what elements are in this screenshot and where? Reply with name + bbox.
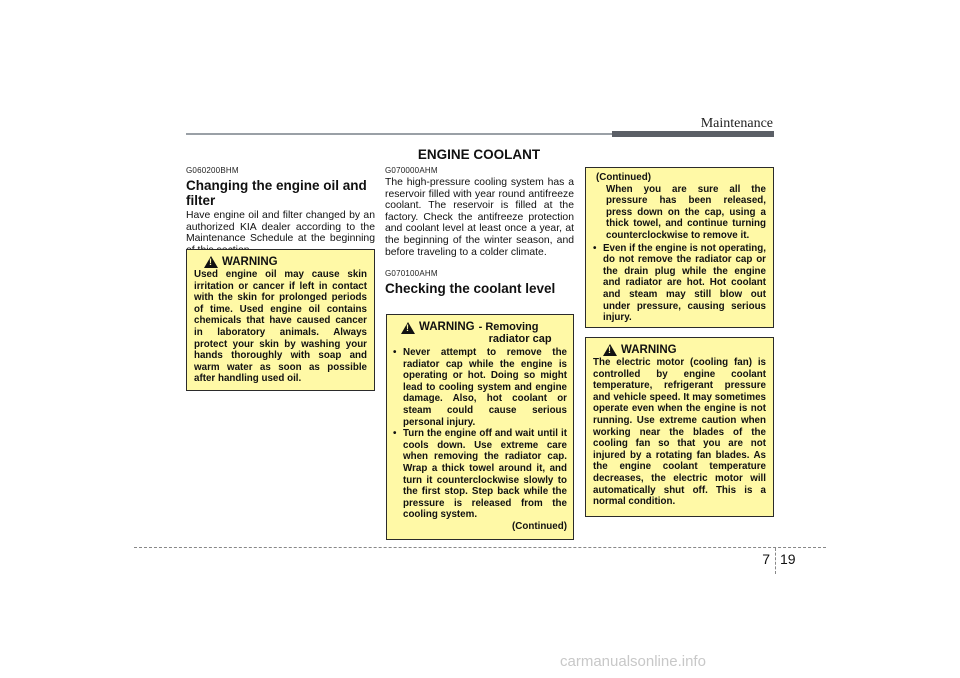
warning-subtitle-line-2: radiator cap (488, 333, 552, 345)
warning-title (401, 321, 567, 345)
chapter-number: 7 (762, 551, 770, 567)
warning-subtitle-line-1: - Removing (478, 321, 539, 333)
warning-box-radiator-cap (386, 314, 574, 540)
footer-divider (775, 548, 776, 574)
warning-triangle-icon (401, 322, 415, 334)
page-number: 19 (780, 551, 796, 567)
warning-list (593, 243, 766, 324)
warning-triangle-icon (603, 344, 617, 356)
warning-list-item: • Even if the engine is not operating, do not remove the radiator cap or the drain plug while the engine and radiator are hot. Hot coolant and steam may still blow out under pressure, causing serious injury. (593, 243, 766, 324)
footer-rule (134, 547, 826, 548)
warning-list-item: • Never attempt to remove the radiator cap while the engine is operating or hot. Doing so might lead to cooling system and engine damage. Also, hot coolant or steam could cause serious personal injury. (393, 347, 567, 428)
doc-code: G060200BHM (186, 166, 239, 175)
warning-box-engine-oil (186, 249, 375, 391)
page-section-title: ENGINE COOLANT (417, 147, 541, 162)
header-rule (186, 133, 612, 135)
warning-triangle-icon (204, 256, 218, 268)
warning-text: Used engine oil may cause skin irritation or cancer if left in contact with the skin for prolonged periods of time. Used engine oil contains chemicals that have caused cancer in laboratory animals. Always protect your skin by washing your hands thoroughly with soap and warm water as soon as possible after handling used oil. (194, 269, 367, 385)
warning-list (393, 347, 567, 521)
subsection-heading: Changing the engine oil and filter (186, 178, 367, 208)
watermark-text: carmanualsonline.info (560, 653, 706, 670)
warning-list-item: • Turn the engine off and wait until it cools down. Use extreme care when removing the radiator cap. Wrap a thick towel around it, and turn it counterclockwise slowly to the first stop. Step back while the pressure is released from the cooling system. (393, 428, 567, 521)
warning-box-continued (585, 167, 774, 328)
section-header-title: Maintenance (700, 116, 773, 131)
continued-label: (Continued) (512, 520, 567, 532)
warning-title-text: WARNING (419, 321, 475, 333)
continued-label: (Continued) (596, 172, 651, 183)
body-paragraph: Have engine oil and filter changed by an authorized KIA dealer according to the Maintenance Schedule at the beginning (186, 210, 375, 245)
warning-subtitle (479, 321, 552, 345)
header-tab-bar (612, 131, 774, 137)
warning-text: The electric motor (cooling fan) is controlled by engine coolant temperature, refrigerant pressure and vehicle speed. It may sometimes operate even when the engine is not running. Use extreme caution when working near the blades of the cooling fan so that you are not injured by a rotating fan blades. As the engine coolant temperature decreases, the electric motor will automatically shut off. This is a normal condition. (593, 357, 766, 508)
warning-title-text: WARNING (621, 344, 677, 356)
warning-box-cooling-fan (585, 337, 774, 517)
body-paragraph: The high-pressure cooling system has a reservoir filled with year round antifreeze coolant. The reservoir is filled at the factory. Check the antifreeze protection and coolant level at least once a year, at the beginning of the winter season, and before traveling to a colder climate. (385, 177, 574, 258)
warning-title-text: WARNING (222, 256, 278, 268)
column-1 (186, 166, 375, 256)
doc-code: G070000AHM (385, 166, 438, 175)
warning-title (204, 256, 367, 268)
warning-title (603, 344, 766, 356)
warning-continuation-text: When you are sure all the pressure has been released, press down on the cap, using a thick towel, and continue turning counterclockwise to remove it. (606, 183, 766, 241)
column-2 (385, 166, 574, 296)
subsection-heading: Checking the coolant level (385, 281, 556, 297)
doc-code: G070100AHM (385, 269, 438, 279)
